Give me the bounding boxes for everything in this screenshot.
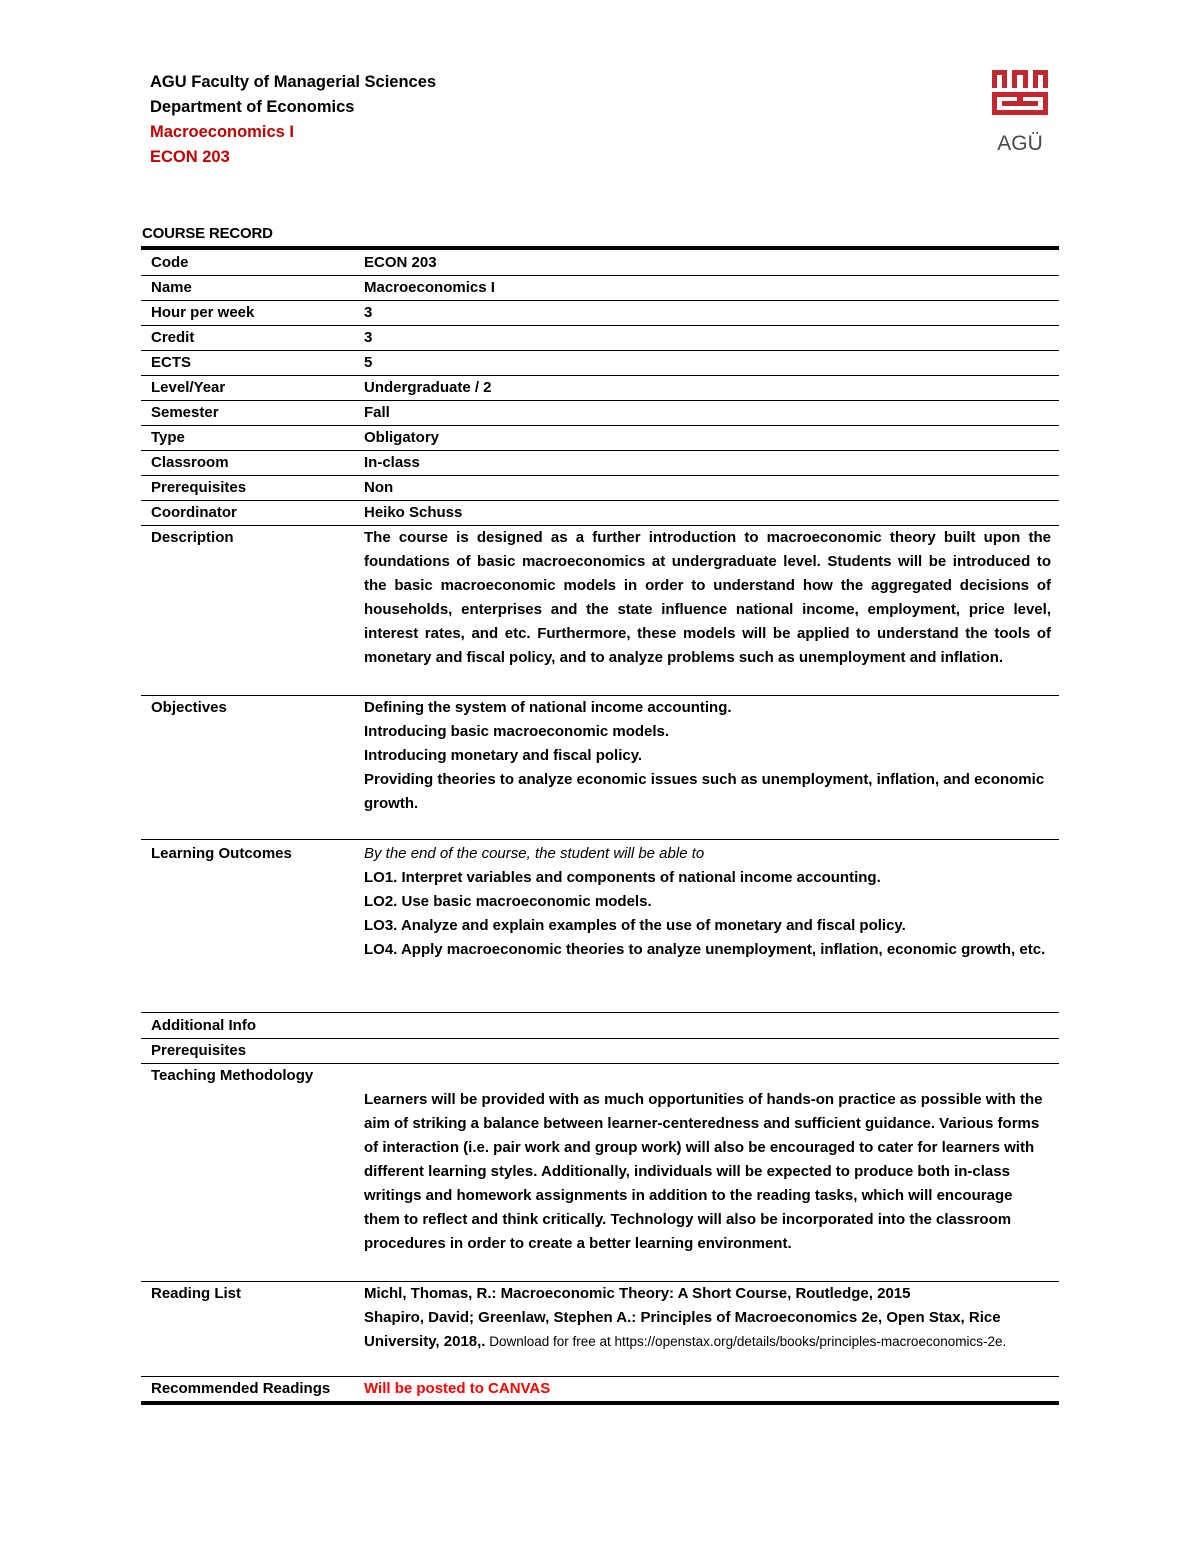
- row-coordinator: [141, 501, 1059, 526]
- row-semester: [141, 401, 1059, 426]
- course-record-table: [141, 246, 1059, 1405]
- label-prerequisites: Prerequisites: [151, 479, 247, 496]
- learning-outcomes-intro: By the end of the course, the student will be able to: [364, 845, 705, 862]
- agu-logo: [990, 68, 1050, 158]
- value-level: Undergraduate / 2: [364, 379, 492, 396]
- learning-outcome-item: LO3. Analyze and explain examples of the use of monetary and fiscal policy.: [364, 917, 906, 934]
- label-objectives: Objectives: [151, 699, 227, 716]
- objective-item: Introducing monetary and fiscal policy.: [364, 747, 643, 764]
- reading-item: Shapiro, David; Greenlaw, Stephen A.: Principles of Macroeconomics 2e, Open Stax, Rice University, 2018,.: [364, 1309, 1001, 1350]
- label-recommended-readings: Recommended Readings: [151, 1380, 331, 1397]
- label-description: Description: [151, 529, 234, 546]
- row-credit: [141, 326, 1059, 351]
- download-note: Download for free at https://openstax.org/details/books/principles-macroeconomics-2e.: [485, 1334, 1007, 1349]
- label-credit: Credit: [151, 329, 195, 346]
- row-objectives: [141, 696, 1059, 840]
- value-coordinator: Heiko Schuss: [364, 504, 463, 521]
- objective-item: Introducing basic macroeconomic models.: [364, 723, 670, 740]
- objective-item: Providing theories to analyze economic issues such as unemployment, inflation, and economic growth.: [364, 771, 1045, 812]
- value-description: The course is designed as a further introduction to macroeconomic theory built upon the foundations of basic macroeconomics at undergraduate level. Students will be introduced to the basic macroeconomic models in order to understand how the aggregated decisions of households, enterprises and the state influence national income, employment, price level, interest rates, and etc. Furthermore, these models will be applied to understand the tools of monetary and fiscal policy, and to analyze problems such as unemployment and inflation.: [364, 529, 1051, 666]
- value-prerequisites: Non: [364, 479, 394, 496]
- row-level: [141, 376, 1059, 401]
- row-classroom: [141, 451, 1059, 476]
- value-code: ECON 203: [364, 254, 437, 271]
- value-credit: 3: [364, 329, 373, 346]
- objective-item: Defining the system of national income accounting.: [364, 699, 732, 716]
- value-classroom: In-class: [364, 454, 420, 471]
- label-learning-outcomes: Learning Outcomes: [151, 845, 292, 862]
- reading-item: Michl, Thomas, R.: Macroeconomic Theory: A Short Course, Routledge, 2015: [364, 1285, 911, 1302]
- value-name: Macroeconomics I: [364, 279, 495, 296]
- learning-outcome-item: LO2. Use basic macroeconomic models.: [364, 893, 652, 910]
- label-classroom: Classroom: [151, 454, 229, 471]
- course-code-heading: ECON 203: [150, 148, 230, 166]
- row-additional-info: [141, 1013, 1059, 1039]
- row-recommended-readings: [141, 1377, 1059, 1401]
- label-level: Level/Year: [151, 379, 226, 396]
- value-learning-outcomes: [364, 842, 1059, 1012]
- row-reading-list: [141, 1282, 1059, 1377]
- learning-outcome-item: LO4. Apply macroeconomic theories to analyze unemployment, inflation, economic growth, etc.: [364, 941, 1046, 958]
- row-learning-outcomes: [141, 840, 1059, 1013]
- label-name: Name: [151, 279, 192, 296]
- row-hours: [141, 301, 1059, 326]
- label-type: Type: [151, 429, 185, 446]
- value-semester: Fall: [364, 404, 390, 421]
- value-recommended-readings: Will be posted to CANVAS: [364, 1380, 551, 1397]
- value-teaching-methodology: Learners will be provided with as much opportunities of hands-on practice as possible with the aim of striking a balance between learner-centeredness and sufficient guidance. Various forms of interaction (i.e. pair work and group work) will also be encouraged to cater for learners with different learning styles. Additionally, individuals will be expected to produce both in-class writings and homework assignments in addition to the reading tasks, which will encourage them to reflect and think critically. Technology will also be incorporated into the classroom procedures in order to create a better learning environment.: [364, 1091, 1043, 1252]
- label-additional-info: Additional Info: [151, 1017, 256, 1034]
- logo-text: AGÜ: [997, 132, 1043, 155]
- label-prerequisites-2: Prerequisites: [151, 1042, 247, 1059]
- learning-outcome-item: LO1. Interpret variables and components of national income accounting.: [364, 869, 881, 886]
- value-objectives: [364, 696, 1059, 839]
- row-description: [141, 526, 1059, 696]
- row-name: [141, 276, 1059, 301]
- row-type: [141, 426, 1059, 451]
- label-coordinator: Coordinator: [151, 504, 237, 521]
- document-header: [150, 70, 436, 170]
- section-title: COURSE RECORD: [142, 225, 273, 242]
- value-type: Obligatory: [364, 429, 440, 446]
- value-reading-list: [364, 1282, 1059, 1376]
- label-semester: Semester: [151, 404, 219, 421]
- label-code: Code: [151, 254, 189, 271]
- row-ects: [141, 351, 1059, 376]
- value-hours: 3: [364, 304, 373, 321]
- faculty-name: AGU Faculty of Managerial Sciences: [150, 73, 437, 91]
- row-teaching-methodology: [141, 1064, 1059, 1282]
- row-prerequisites: [141, 476, 1059, 501]
- row-code: [141, 250, 1059, 276]
- label-teaching-methodology: Teaching Methodology: [151, 1067, 314, 1084]
- label-reading-list: Reading List: [151, 1285, 242, 1302]
- label-hours: Hour per week: [151, 304, 255, 321]
- label-ects: ECTS: [151, 354, 192, 371]
- value-ects: 5: [364, 354, 373, 371]
- department-name: Department of Economics: [150, 98, 355, 116]
- course-name-heading: Macroeconomics I: [150, 123, 294, 141]
- row-prerequisites-2: [141, 1039, 1059, 1064]
